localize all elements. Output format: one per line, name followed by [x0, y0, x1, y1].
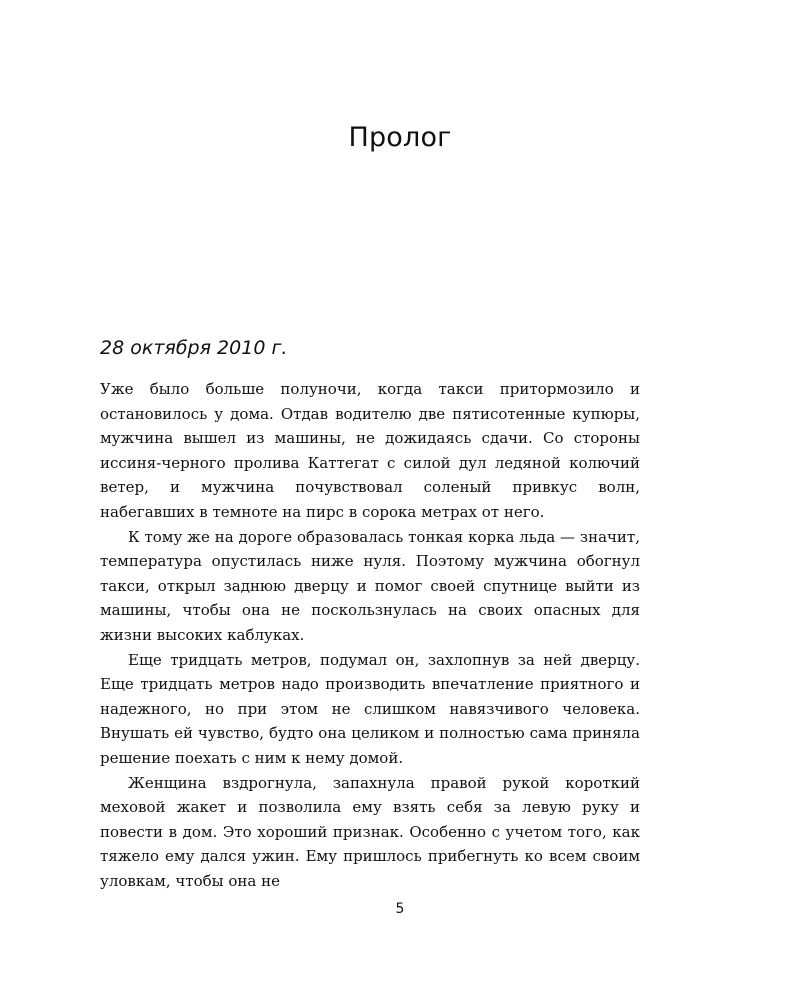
paragraph-4: Женщина вздрогнула, запахнула правой рукой короткий меховой жакет и позволила ему взять себя за левую руку и повести в дом. Это хороший признак. Особенно с учетом того, как тяжело ему дался ужин. Ему пришлось прибегнуть ко всем своим уловкам, чтобы она не [100, 773, 640, 890]
date-heading: 28 октября 2010 г. [100, 337, 288, 359]
page-number: 5 [395, 901, 405, 917]
paragraph-1: Уже было больше полуночи, когда такси притормозило и остановилось у дома. Отдав водителю две пятисотенные купюры, мужчина вышел из машины, не дожидаясь сдачи. Со стороны иссиня-черного пролива Каттегат с силой дул ледяной колючий ветер, и мужчина почувствовал соленый привкус волн, набегавших в темноте на пирс в сорока метрах от него. [100, 380, 640, 521]
paragraph-2: К тому же на дороге образовалась тонкая корка льда — значит, температура опустилась ниже нуля. Поэтому мужчина обогнул такси, открыл заднюю дверцу и помог своей спутнице выйти из машины, чтобы она не поскользнулась на своих опасных для жизни высоких каблуках. [100, 527, 640, 644]
chapter-title: Пролог [348, 122, 452, 153]
body-text [100, 377, 640, 893]
paragraph-3: Еще тридцать метров, подумал он, захлопнув за ней дверцу. Еще тридцать метров надо производить впечатление приятного и надежного, но при этом не слишком навязчивого человека. Внушать ей чувство, будто она целиком и полностью сама приняла решение поехать с ним к нему домой. [100, 650, 640, 767]
